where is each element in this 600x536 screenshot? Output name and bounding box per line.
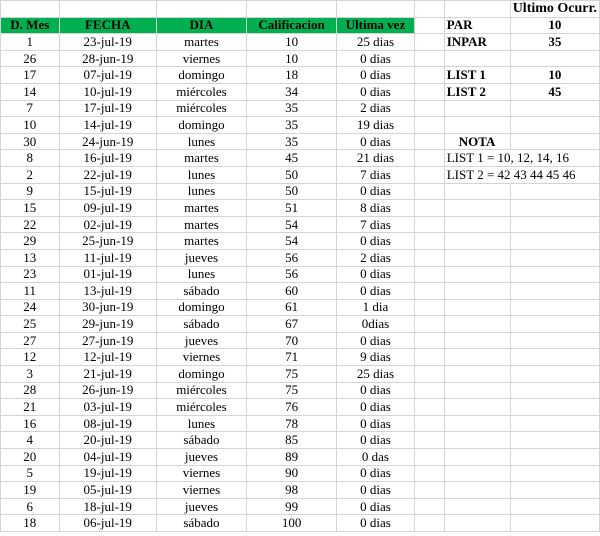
cell[interactable] [414, 17, 444, 34]
ultima-vez-cell[interactable]: 0 dias [337, 266, 415, 283]
fecha-cell[interactable]: 24-jun-19 [59, 133, 156, 150]
cell[interactable] [510, 133, 599, 150]
table-row [1, 283, 600, 300]
fecha-cell[interactable]: 22-jul-19 [59, 166, 156, 183]
d-mes-cell[interactable]: 23 [1, 266, 60, 283]
dia-cell[interactable]: miércoles [156, 83, 246, 100]
ultima-vez-cell[interactable]: 2 dias [337, 100, 415, 117]
d-mes-cell[interactable]: 14 [1, 83, 60, 100]
cell[interactable] [414, 100, 444, 117]
cell[interactable] [510, 465, 599, 482]
cell[interactable] [414, 67, 444, 84]
calificacion-cell[interactable]: 100 [247, 515, 337, 532]
table-row [1, 482, 600, 499]
ultima-vez-cell[interactable]: 0 dias [337, 382, 415, 399]
table-row [1, 67, 600, 84]
ultima-vez-cell[interactable]: 19 dias [337, 117, 415, 134]
table-row [1, 382, 600, 399]
side-title[interactable]: Ultimo Ocurr. [510, 1, 599, 18]
summary-label[interactable]: INPAR [444, 34, 510, 51]
calificacion-cell[interactable]: 54 [247, 233, 337, 250]
cell[interactable] [510, 316, 599, 333]
cell[interactable] [444, 216, 510, 233]
cell[interactable] [414, 515, 444, 532]
table-row [1, 150, 600, 167]
fecha-cell[interactable]: 18-jul-19 [59, 498, 156, 515]
cell[interactable] [510, 233, 599, 250]
fecha-cell[interactable]: 30-jun-19 [59, 299, 156, 316]
cell[interactable] [510, 399, 599, 416]
cell[interactable] [510, 100, 599, 117]
ultima-vez-cell[interactable]: 0 dias [337, 50, 415, 67]
table-row [1, 316, 600, 333]
fecha-cell[interactable]: 28-jun-19 [59, 50, 156, 67]
d-mes-cell[interactable]: 29 [1, 233, 60, 250]
cell[interactable] [510, 117, 599, 134]
header-d-mes[interactable]: D. Mes [1, 17, 60, 34]
summary-label[interactable]: LIST 1 [444, 67, 510, 84]
dia-cell[interactable]: miércoles [156, 399, 246, 416]
d-mes-cell[interactable]: 28 [1, 382, 60, 399]
calificacion-cell[interactable]: 35 [247, 117, 337, 134]
ultima-vez-cell[interactable]: 0 dias [337, 465, 415, 482]
cell[interactable] [444, 316, 510, 333]
d-mes-cell[interactable]: 7 [1, 100, 60, 117]
cell[interactable] [510, 299, 599, 316]
cell[interactable] [414, 34, 444, 51]
fecha-cell[interactable]: 27-jun-19 [59, 332, 156, 349]
d-mes-cell[interactable]: 12 [1, 349, 60, 366]
cell[interactable] [414, 349, 444, 366]
fecha-cell[interactable]: 21-jul-19 [59, 366, 156, 383]
calificacion-cell[interactable]: 56 [247, 266, 337, 283]
d-mes-cell[interactable]: 30 [1, 133, 60, 150]
cell[interactable] [414, 266, 444, 283]
summary-value[interactable]: 10 [510, 17, 599, 34]
table-row [1, 415, 600, 432]
dia-cell[interactable]: viernes [156, 349, 246, 366]
summary-value[interactable]: 45 [510, 83, 599, 100]
table-row [1, 432, 600, 449]
cell[interactable] [444, 498, 510, 515]
table-row [1, 50, 600, 67]
fecha-cell[interactable]: 29-jun-19 [59, 316, 156, 333]
calificacion-cell[interactable]: 50 [247, 183, 337, 200]
ultima-vez-cell[interactable]: 0 dias [337, 515, 415, 532]
cell[interactable] [444, 349, 510, 366]
cell[interactable] [510, 349, 599, 366]
ultima-vez-cell[interactable]: 8 dias [337, 200, 415, 217]
ultima-vez-cell[interactable]: 0dias [337, 316, 415, 333]
dia-cell[interactable]: jueves [156, 498, 246, 515]
header-calificacion[interactable]: Calificacion [247, 17, 337, 34]
summary-value[interactable]: 35 [510, 34, 599, 51]
fecha-cell[interactable]: 09-jul-19 [59, 200, 156, 217]
title-row [1, 1, 600, 18]
cell[interactable] [444, 515, 510, 532]
cell[interactable] [444, 266, 510, 283]
calificacion-cell[interactable]: 10 [247, 50, 337, 67]
d-mes-cell[interactable]: 8 [1, 150, 60, 167]
cell[interactable] [444, 465, 510, 482]
nota-label[interactable]: NOTA [444, 133, 510, 150]
calificacion-cell[interactable]: 50 [247, 166, 337, 183]
cell[interactable] [510, 200, 599, 217]
cell[interactable] [444, 200, 510, 217]
cell[interactable] [414, 432, 444, 449]
calificacion-cell[interactable]: 56 [247, 249, 337, 266]
cell[interactable] [414, 332, 444, 349]
cell[interactable] [444, 332, 510, 349]
cell[interactable] [444, 117, 510, 134]
table-row [1, 515, 600, 532]
dia-cell[interactable]: jueves [156, 449, 246, 466]
fecha-cell[interactable]: 14-jul-19 [59, 117, 156, 134]
dia-cell[interactable]: viernes [156, 50, 246, 67]
cell[interactable] [414, 233, 444, 250]
calificacion-cell[interactable]: 10 [247, 34, 337, 51]
table-row [1, 166, 600, 183]
nota-line[interactable]: LIST 1 = 10, 12, 14, 16 [444, 150, 599, 167]
dia-cell[interactable]: lunes [156, 166, 246, 183]
cell[interactable] [414, 415, 444, 432]
cell[interactable] [156, 1, 246, 18]
fecha-cell[interactable]: 16-jul-19 [59, 150, 156, 167]
d-mes-cell[interactable]: 4 [1, 432, 60, 449]
calificacion-cell[interactable]: 61 [247, 299, 337, 316]
ultima-vez-cell[interactable]: 0 dias [337, 133, 415, 150]
fecha-cell[interactable]: 01-jul-19 [59, 266, 156, 283]
table-row [1, 349, 600, 366]
table-row [1, 34, 600, 51]
cell[interactable] [337, 1, 415, 18]
cell[interactable] [510, 283, 599, 300]
d-mes-cell[interactable]: 25 [1, 316, 60, 333]
cell[interactable] [414, 183, 444, 200]
cell[interactable] [510, 415, 599, 432]
calificacion-cell[interactable]: 89 [247, 449, 337, 466]
dia-cell[interactable]: domingo [156, 366, 246, 383]
d-mes-cell[interactable]: 10 [1, 117, 60, 134]
cell[interactable] [247, 1, 337, 18]
calificacion-cell[interactable]: 34 [247, 83, 337, 100]
dia-cell[interactable]: lunes [156, 415, 246, 432]
d-mes-cell[interactable]: 27 [1, 332, 60, 349]
d-mes-cell[interactable]: 9 [1, 183, 60, 200]
ultima-vez-cell[interactable]: 0 dias [337, 415, 415, 432]
d-mes-cell[interactable]: 18 [1, 515, 60, 532]
table-row [1, 100, 600, 117]
cell[interactable] [444, 299, 510, 316]
fecha-cell[interactable]: 05-jul-19 [59, 482, 156, 499]
d-mes-cell[interactable]: 11 [1, 283, 60, 300]
header-fecha[interactable]: FECHA [59, 17, 156, 34]
dia-cell[interactable]: sábado [156, 316, 246, 333]
cell[interactable] [444, 249, 510, 266]
cell[interactable] [444, 50, 510, 67]
dia-cell[interactable]: martes [156, 200, 246, 217]
cell[interactable] [444, 432, 510, 449]
cell[interactable] [1, 1, 60, 18]
cell[interactable] [414, 382, 444, 399]
d-mes-cell[interactable]: 15 [1, 200, 60, 217]
dia-cell[interactable]: lunes [156, 266, 246, 283]
table-row [1, 366, 600, 383]
calificacion-cell[interactable]: 98 [247, 482, 337, 499]
summary-value[interactable]: 10 [510, 67, 599, 84]
fecha-cell[interactable]: 13-jul-19 [59, 283, 156, 300]
calificacion-cell[interactable]: 45 [247, 150, 337, 167]
cell[interactable] [444, 399, 510, 416]
cell[interactable] [414, 465, 444, 482]
fecha-cell[interactable]: 17-jul-19 [59, 100, 156, 117]
cell[interactable] [59, 1, 156, 18]
cell[interactable] [414, 50, 444, 67]
cell[interactable] [414, 366, 444, 383]
cell[interactable] [444, 366, 510, 383]
dia-cell[interactable]: martes [156, 233, 246, 250]
summary-label[interactable]: PAR [444, 17, 510, 34]
fecha-cell[interactable]: 04-jul-19 [59, 449, 156, 466]
calificacion-cell[interactable]: 54 [247, 216, 337, 233]
d-mes-cell[interactable]: 24 [1, 299, 60, 316]
fecha-cell[interactable]: 10-jul-19 [59, 83, 156, 100]
dia-cell[interactable]: jueves [156, 249, 246, 266]
fecha-cell[interactable]: 23-jul-19 [59, 34, 156, 51]
fecha-cell[interactable]: 25-jun-19 [59, 233, 156, 250]
d-mes-cell[interactable]: 22 [1, 216, 60, 233]
calificacion-cell[interactable]: 18 [247, 67, 337, 84]
fecha-cell[interactable]: 08-jul-19 [59, 415, 156, 432]
d-mes-cell[interactable]: 2 [1, 166, 60, 183]
d-mes-cell[interactable]: 3 [1, 366, 60, 383]
ultima-vez-cell[interactable]: 0 dias [337, 183, 415, 200]
dia-cell[interactable]: lunes [156, 133, 246, 150]
calificacion-cell[interactable]: 67 [247, 316, 337, 333]
cell[interactable] [414, 283, 444, 300]
ultima-vez-cell[interactable]: 1 dia [337, 299, 415, 316]
nota-line[interactable]: LIST 2 = 42 43 44 45 46 [444, 166, 599, 183]
cell[interactable] [444, 449, 510, 466]
cell[interactable] [510, 50, 599, 67]
fecha-cell[interactable]: 26-jun-19 [59, 382, 156, 399]
table-row [1, 216, 600, 233]
table-row [1, 183, 600, 200]
cell[interactable] [414, 482, 444, 499]
cell[interactable] [414, 1, 444, 18]
cell[interactable] [414, 316, 444, 333]
cell[interactable] [510, 482, 599, 499]
dia-cell[interactable]: martes [156, 216, 246, 233]
d-mes-cell[interactable]: 1 [1, 34, 60, 51]
ultima-vez-cell[interactable]: 0 dias [337, 67, 415, 84]
cell[interactable] [414, 449, 444, 466]
cell[interactable] [414, 200, 444, 217]
fecha-cell[interactable]: 03-jul-19 [59, 399, 156, 416]
dia-cell[interactable]: viernes [156, 465, 246, 482]
cell[interactable] [444, 1, 510, 18]
ultima-vez-cell[interactable]: 0 dias [337, 498, 415, 515]
dia-cell[interactable]: sábado [156, 432, 246, 449]
cell[interactable] [414, 249, 444, 266]
dia-cell[interactable]: martes [156, 34, 246, 51]
header-row [1, 17, 600, 34]
ultima-vez-cell[interactable]: 2 dias [337, 249, 415, 266]
dia-cell[interactable]: lunes [156, 183, 246, 200]
cell[interactable] [510, 366, 599, 383]
cell[interactable] [414, 216, 444, 233]
table-row [1, 449, 600, 466]
table-row [1, 200, 600, 217]
cell[interactable] [414, 117, 444, 134]
ultima-vez-cell[interactable]: 0 dias [337, 399, 415, 416]
table-row [1, 249, 600, 266]
cell[interactable] [510, 266, 599, 283]
d-mes-cell[interactable]: 21 [1, 399, 60, 416]
calificacion-cell[interactable]: 85 [247, 432, 337, 449]
cell[interactable] [510, 498, 599, 515]
fecha-cell[interactable]: 11-jul-19 [59, 249, 156, 266]
fecha-cell[interactable]: 19-jul-19 [59, 465, 156, 482]
cell[interactable] [510, 332, 599, 349]
cell[interactable] [510, 432, 599, 449]
calificacion-cell[interactable]: 76 [247, 399, 337, 416]
dia-cell[interactable]: sábado [156, 515, 246, 532]
calificacion-cell[interactable]: 70 [247, 332, 337, 349]
fecha-cell[interactable]: 06-jul-19 [59, 515, 156, 532]
ultima-vez-cell[interactable]: 0 dias [337, 432, 415, 449]
cell[interactable] [414, 133, 444, 150]
table-row [1, 498, 600, 515]
d-mes-cell[interactable]: 17 [1, 67, 60, 84]
calificacion-cell[interactable]: 35 [247, 133, 337, 150]
calificacion-cell[interactable]: 99 [247, 498, 337, 515]
d-mes-cell[interactable]: 19 [1, 482, 60, 499]
cell[interactable] [510, 249, 599, 266]
header-dia[interactable]: DIA [156, 17, 246, 34]
dia-cell[interactable]: domingo [156, 117, 246, 134]
cell[interactable] [414, 150, 444, 167]
cell[interactable] [444, 382, 510, 399]
cell[interactable] [444, 415, 510, 432]
cell[interactable] [414, 498, 444, 515]
ultima-vez-cell[interactable]: 7 dias [337, 166, 415, 183]
ultima-vez-cell[interactable]: 7 dias [337, 216, 415, 233]
cell[interactable] [414, 166, 444, 183]
d-mes-cell[interactable]: 20 [1, 449, 60, 466]
fecha-cell[interactable]: 15-jul-19 [59, 183, 156, 200]
d-mes-cell[interactable]: 26 [1, 50, 60, 67]
dia-cell[interactable]: viernes [156, 482, 246, 499]
table-row [1, 299, 600, 316]
table-row [1, 399, 600, 416]
calificacion-cell[interactable]: 51 [247, 200, 337, 217]
d-mes-cell[interactable]: 6 [1, 498, 60, 515]
table-row [1, 233, 600, 250]
ultima-vez-cell[interactable]: 0 dias [337, 332, 415, 349]
d-mes-cell[interactable]: 13 [1, 249, 60, 266]
cell[interactable] [510, 515, 599, 532]
calificacion-cell[interactable]: 90 [247, 465, 337, 482]
cell[interactable] [414, 299, 444, 316]
cell[interactable] [444, 283, 510, 300]
ultima-vez-cell[interactable]: 0 dias [337, 482, 415, 499]
ultima-vez-cell[interactable]: 0 dias [337, 283, 415, 300]
calificacion-cell[interactable]: 60 [247, 283, 337, 300]
ultima-vez-cell[interactable]: 25 dias [337, 366, 415, 383]
dia-cell[interactable]: sábado [156, 283, 246, 300]
table-row [1, 332, 600, 349]
table-row [1, 117, 600, 134]
calificacion-cell[interactable]: 35 [247, 100, 337, 117]
cell[interactable] [510, 382, 599, 399]
cell[interactable] [444, 100, 510, 117]
dia-cell[interactable]: jueves [156, 332, 246, 349]
table-row [1, 83, 600, 100]
d-mes-cell[interactable]: 16 [1, 415, 60, 432]
table-row [1, 465, 600, 482]
cell[interactable] [510, 183, 599, 200]
calificacion-cell[interactable]: 75 [247, 382, 337, 399]
dia-cell[interactable]: domingo [156, 67, 246, 84]
table-row [1, 133, 600, 150]
cell[interactable] [414, 83, 444, 100]
calificacion-cell[interactable]: 78 [247, 415, 337, 432]
ultima-vez-cell[interactable]: 0 das [337, 449, 415, 466]
dia-cell[interactable]: domingo [156, 299, 246, 316]
fecha-cell[interactable]: 12-jul-19 [59, 349, 156, 366]
dia-cell[interactable]: miércoles [156, 382, 246, 399]
dia-cell[interactable]: martes [156, 150, 246, 167]
ultima-vez-cell[interactable]: 0 dias [337, 233, 415, 250]
cell[interactable] [444, 482, 510, 499]
cell[interactable] [510, 449, 599, 466]
ultima-vez-cell[interactable]: 0 dias [337, 83, 415, 100]
summary-label[interactable]: LIST 2 [444, 83, 510, 100]
calificacion-cell[interactable]: 75 [247, 366, 337, 383]
dia-cell[interactable]: miércoles [156, 100, 246, 117]
header-ultima-vez[interactable]: Ultima vez [337, 17, 415, 34]
table-row [1, 266, 600, 283]
calificacion-cell[interactable]: 71 [247, 349, 337, 366]
fecha-cell[interactable]: 20-jul-19 [59, 432, 156, 449]
ultima-vez-cell[interactable]: 21 dias [337, 150, 415, 167]
fecha-cell[interactable]: 07-jul-19 [59, 67, 156, 84]
cell[interactable] [510, 216, 599, 233]
ultima-vez-cell[interactable]: 25 dias [337, 34, 415, 51]
fecha-cell[interactable]: 02-jul-19 [59, 216, 156, 233]
ultima-vez-cell[interactable]: 9 dias [337, 349, 415, 366]
d-mes-cell[interactable]: 5 [1, 465, 60, 482]
cell[interactable] [414, 399, 444, 416]
cell[interactable] [444, 183, 510, 200]
cell[interactable] [444, 233, 510, 250]
